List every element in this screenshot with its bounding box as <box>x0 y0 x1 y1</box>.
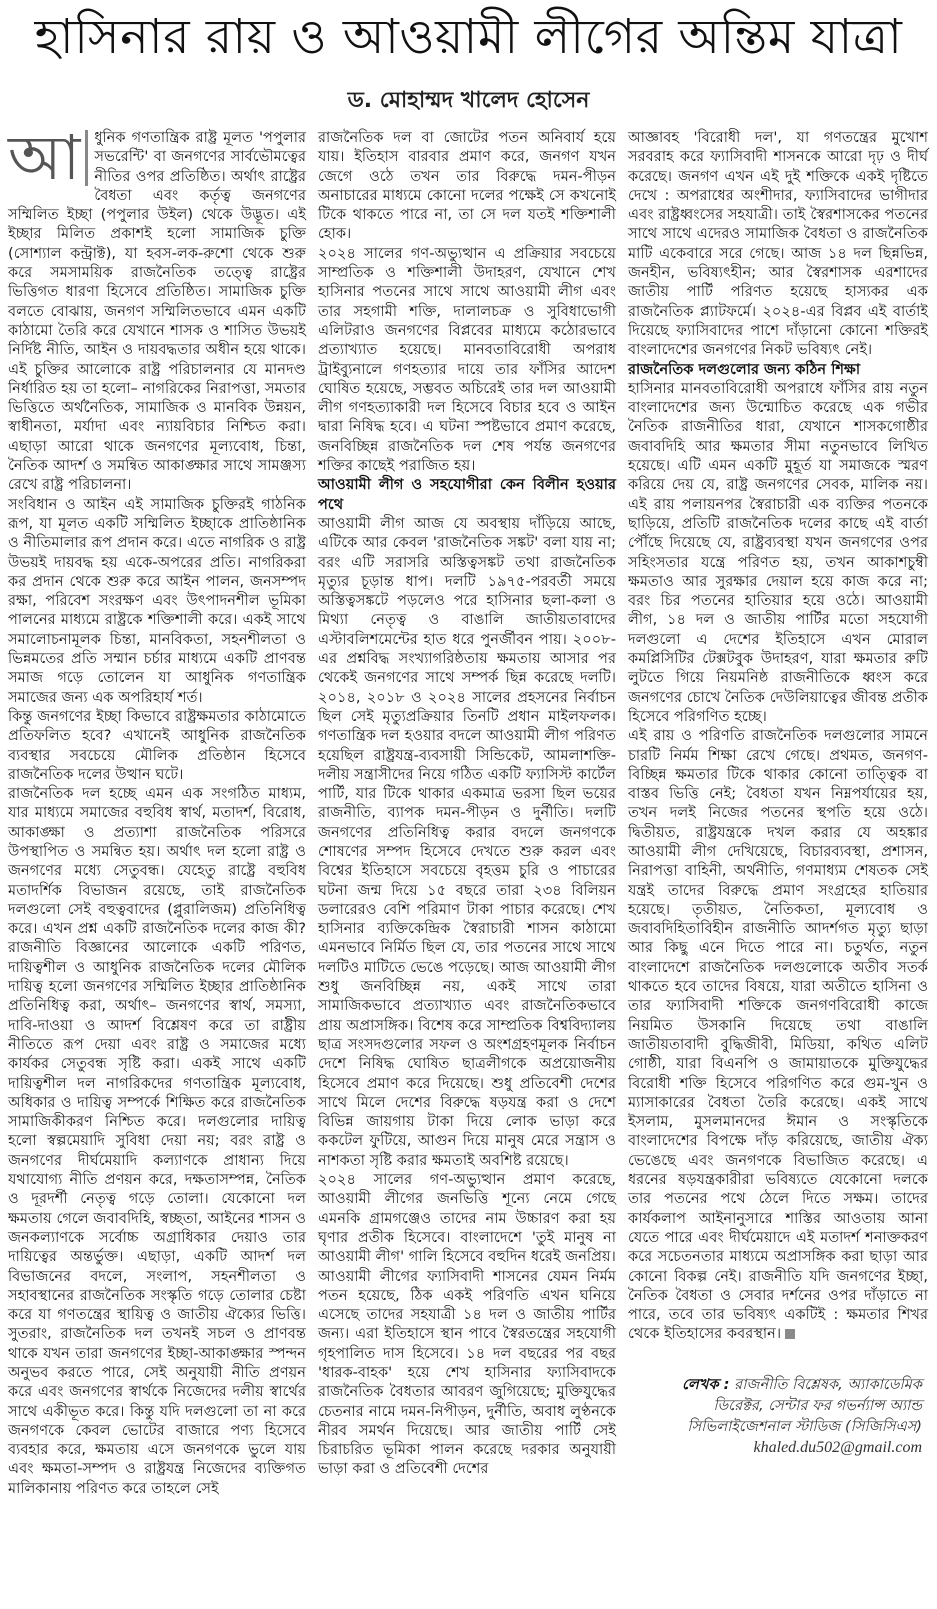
end-mark-icon <box>785 1329 795 1339</box>
paragraph: আওয়ামী লীগের ফ্যাসিবাদী শাসনের যেমন নির্মম পতন হয়েছে, ঠিক একই পরিণতি এখন ঘনিয়ে এসেছে তাদের সহযাত্রী ১৪ দল ও জাতীয় পার্টির জন্য। এরা ইতিহাসে স্থান পাবে স্বৈরতন্ত্রের সহযোগী গৃহপালিত দাস হিসেবে। ১৪ দল বছরের পর বছর 'ধারক-বাহক' হয়ে শেখ হাসিনার ফ্যাসিবাদকে রাজনৈতিক বৈধতার আবরণ জুগিয়েছে; মুক্তিযুদ্ধের চেতনার নামে দমন-নিপীড়ন, দুর্নীতি, অবাধ লুণ্ঠনকে নীরব সমর্থন দিয়েছে। আর জাতীয় পার্টি সেই চিরাচরিত ভূমিকা পালন করেছে দরকার অনুযায়ী ভাড়া করা ও প্রতিবেশী দেশের <box>318 1267 616 1478</box>
paragraph: ধুনিক গণতান্ত্রিক রাষ্ট্র মূলত 'পপুলার সভরেন্টি' বা জনগণের সার্বভৌমত্বের নীতির ওপর প্রতিষ্ঠিত। অর্থাৎ রাষ্ট্রের বৈধতা এবং কর্তৃত্ব জনগণের সম্মিলিত ইচ্ছা (পপুলার উইল) থেকে উদ্ভূত। এই ইচ্ছার মিলিত প্রকাশই হলো সামাজিক চুক্তি (সোশ্যাল কন্ট্রাক্ট), যা হবস-লক-রুশো থেকে শুরু করে সমসাময়িক রাজনৈতিক তত্ত্বে রাষ্ট্রের ভিত্তিগত ধারণা হিসেবে প্রতিষ্ঠিত। সামাজিক চুক্তি বলতে বোঝায়, জনগণ সম্মিলিতভাবে এমন একটি কাঠামো তৈরি করে যেখানে শাসক ও শাসিত উভয়ই নির্দিষ্ট নীতি, আইন ও দায়বদ্ধতার অধীন হয়ে থাকে। এই চুক্তির আলোকে রাষ্ট্র পরিচালনার যে মানদণ্ড নির্ধারিত হয় তা হলো– নাগরিকের নিরাপত্তা, সমতার ভিত্তিতে অর্থনৈতিক, সামাজিক ও মানবিক উন্নয়ন, স্বাধীনতা, মর্যাদা এবং ন্যায়বিচার নিশ্চিত করা। এছাড়া আরো থাকে জনগণের মূল্যবোধ, চিন্তা, নৈতিক আদর্শ ও সমন্বিত আকাঙ্ক্ষার সাথে সামঞ্জস্য রেখে রাষ্ট্র পরিচালনা। <box>8 129 306 494</box>
paragraph: রাজনৈতিক দল বা জোটের পতন অনিবার্য হয়ে যায়। ইতিহাস বারবার প্রমাণ করে, জনগণ যখন জেগে ওঠে তখন তার বিরুদ্ধে দমন-পীড়ন অনাচারের মাধ্যমে কোনো দলের পক্ষেই সে কখনোই টিকে থাকতে পারে না, তা সে দল যতই শক্তিশালী হোক। <box>318 129 616 243</box>
section-subheading: আওয়ামী লীগ ও সহযোগীরা কেন বিলীন হওয়ার পথে <box>318 476 616 513</box>
headline: হাসিনার রায় ও আওয়ামী লীগের অন্তিম যাত্রা <box>34 9 903 65</box>
paragraph: ২০২৪ সালের গণ-অভ্যুত্থান প্রমাণ করেছে, আওয়ামী লীগের জনভিত্তি শূন্যে নেমে গেছে এমনকি গ্রামগঞ্জেও তাদের নাম উচ্চারণ করা হয় ঘৃণার প্রতীক হিসেবে। বাংলাদেশে 'তুই মানুষ না আওয়ামী লীগ' গালি হিসেবে বহুদিন ধরেই জনপ্রিয়। <box>318 1171 616 1266</box>
paragraph: আওয়ামী লীগ আজ যে অবস্থায় দাঁড়িয়ে আছে, এটিকে আর কেবল 'রাজনৈতিক সঙ্কট' বলা যায় না; বরং এটি সরাসরি অস্তিত্বসঙ্কট তথা রাজনৈতিক মৃত্যুর চূড়ান্ত ধাপ। দলটি ১৯৭৫-পরবর্তী সময়ে অস্তিত্বসঙ্কটে পড়লেও পরে হাসিনার ছলা-কলা ও মিথ্যা নেতৃত্ব ও বাঙালি জাতীয়তাবাদের এস্টাবলিশমেন্টের হাত ধরে পুনর্জীবন পায়। ২০০৮-এর প্রশ্নবিদ্ধ সংখ্যাগরিষ্ঠতায় ক্ষমতায় আসার পর থেকেই জনগণের সাথে সম্পর্ক ছিন্ন করেছে দলটি। ২০১৪, ২০১৮ ও ২০২৪ সালের প্রহসনের নির্বাচন ছিল সেই মৃত্যুপ্রক্রিয়ার তিনটি প্রধান মাইলফলক। গণতান্ত্রিক দল হওয়ার বদলে আওয়ামী লীগ পরিণত হয়েছিল রাষ্ট্রযন্ত্র-ব্যবসায়ী সিন্ডিকেট, আমলাশক্তি-দলীয় সন্ত্রাসীদের নিয়ে গঠিত একটি ফ্যাসিস্ট কার্টেল পার্টি, যার টিকে থাকার একমাত্র ভরসা ছিল ভয়ের রাজনীতি, ব্যাপক দমন-পীড়ন ও দুর্নীতি। দলটি জনগণের প্রতিনিধিত্ব করার বদলে জনগণকে শোষণের সম্পদ হিসেবে দেখতে শুরু করল এবং বিশ্বের ইতিহাসে সবচেয়ে বৃহত্তম চুরি ও পাচারের ঘটনা জন্ম দিয়ে ১৫ বছরে তারা ২৩৪ বিলিয়ন ডলারেরও বেশি পরিমাণ টাকা পাচার করেছে। শেখ হাসিনার ব্যক্তিকেন্দ্রিক স্বৈরাচারী শাসন কাঠামো এমনভাবে নির্মিত ছিল যে, তার পতনের সাথে সাথে দলটিও মাটিতে ভেঙে পড়েছে। আজ আওয়ামী লীগ শুধু জনবিচ্ছিন্ন নয়, একই সাথে তারা সামাজিকভাবে প্রত্যাখ্যাত এবং রাজনৈতিকভাবে প্রায় অপ্রাসঙ্গিক। বিশেষ করে সাম্প্রতিক বিশ্ববিদ্যালয় ছাত্র সংসদগুলোর সফল ও অংশগ্রহণমূলক নির্বাচন দেশে নিষিদ্ধ ঘোষিত ছাত্রলীগকে অপ্রয়োজনীয় হিসেবে প্রমাণ করে দিয়েছে। শুধু প্রতিবেশী দেশের সাথে মিলে দেশের বিরুদ্ধে ষড়যন্ত্র করা ও দেশে বিভিন্ন জায়গায় টাকা দিয়ে লোক ভাড়া করে ককটেল ফুটিয়ে, আগুন দিয়ে মানুষ মেরে সন্ত্রাস ও নাশকতা সৃষ্টি করার ক্ষমতাই অবশিষ্ট রয়েছে। <box>318 514 616 1169</box>
column-2 <box>318 128 616 1498</box>
drop-cap: আ <box>8 130 88 186</box>
author-byline <box>628 1374 928 1458</box>
paragraph-text: এই রায় ও পরিণতি রাজনৈতিক দলগুলোর সামনে চারটি নির্মম শিক্ষা রেখে গেছে। প্রথমত, জনগণ-বিচ্ছিন্ন ক্ষমতার টিকে থাকার কোনো তাত্ত্বিক বা বাস্তব ভিত্তি নেই; বৈধতা যখন নিম্নপর্যায়ের হয়, তখন দলই নিজের পতনের স্থপতি হয়ে ওঠে। দ্বিতীয়ত, রাষ্ট্রযন্ত্রকে দখল করার যে অহঙ্কার আওয়ামী লীগ দেখিয়েছে, বিচারব্যবস্থা, প্রশাসন, নিরাপত্তা বাহিনী, অর্থনীতি, গণমাধ্যম শেষতক সেই যন্ত্রই তাদের বিরুদ্ধে প্রমাণ সংগ্রহের হাতিয়ার হয়েছে। তৃতীয়ত, নৈতিকতা, মূল্যবোধ ও জবাবদিহিতাবিহীন রাজনীতি আদর্শগত মৃত্যু ছাড়া আর কিছু এনে দিতে পারে না। চতুর্থত, নতুন বাংলাদেশে রাজনৈতিক দলগুলোকে অতীব সতর্ক থাকতে হবে তাদের বিষয়ে, যারা অতীতে হাসিনা ও তার ফ্যাসিবাদী শক্তিকে জনগণবিরোধী কাজে নিয়মিত উসকানি দিয়েছে তথা বাঙালি জাতীয়তাবাদী বুদ্ধিজীবী, মিডিয়া, কথিত এলিট গোষ্ঠী, যারা বিএনপি ও জামায়াতকে মুক্তিযুদ্ধের বিরোধী শক্তি হিসেবে পরিগণিত করে গুম-খুন ও ম্যাসাকারের বৈধতা তৈরি করেছে। একই সাথে ইসলাম, মুসলমানদের ঈমান ও সংস্কৃতিকে বাংলাদেশের বিপক্ষে দাঁড় করিয়েছে, জাতীয় ঐক্য ভেঙেছে এবং জনগণকে বিভাজিত করেছে। এ ধরনের ষড়যন্ত্রকারীরা ভবিষ্যতে যেকোনো দলকে তার পতনের পথে ঠেলে দিতে সক্ষম। তাদের কার্যকলাপ আইনানুসারে শাস্তির আওতায় আনা যেতে পারে এবং দীর্ঘমেয়াদে এই মতাদর্শ শনাক্তকরণ করে সচেতনতার মাধ্যমে অপ্রাসঙ্গিক করা ছাড়া আর কোনো বিকল্প নেই। রাজনীতি যদি জনগণের ইচ্ছা, নৈতিক বৈধতা ও সেবার দর্শনের ওপর দাঁড়াতে না পারে, তবে তার ভবিষ্যৎ একটিই : ক্ষমতার শিখর থেকে ইতিহাসের কবরস্থান। <box>628 727 928 1343</box>
section-subheading: রাজনৈতিক দলগুলোর জন্য কঠিন শিক্ষা <box>628 360 861 378</box>
column-1 <box>8 121 306 1498</box>
paragraph: রাজনৈতিক দল হচ্ছে এমন এক সংগঠিত মাধ্যম, যার মাধ্যমে সমাজের বহুবিধ স্বার্থ, মতাদর্শ, বিরোধ, আকাঙ্ক্ষা ও প্রত্যাশা রাজনৈতিক পরিসরে উপস্থাপিত ও সমন্বিত হয়। অর্থাৎ দল হলো রাষ্ট্র ও জনগণের মধ্যে সেতুবন্ধ। যেহেতু রাষ্ট্রে বহুবিধ মতাদর্শিক বিভাজন রয়েছে, তাই রাজনৈতিক দলগুলো সেই বহুত্ববাদের (প্লুরালিজম) প্রতিনিধিত্ব করে। এখন প্রশ্ন একটি রাজনৈতিক দলের কাজ কী? রাজনীতি বিজ্ঞানের আলোকে একটি পরিণত, দায়িত্বশীল ও আধুনিক রাজনৈতিক দলের মৌলিক দায়িত্ব হলো জনগণের সম্মিলিত ইচ্ছার প্রাতিষ্ঠানিক প্রতিনিধিত্ব করা, অর্থাৎ– জনগণের স্বার্থ, সমস্যা, দাবি-দাওয়া ও আদর্শ বিশ্লেষণ করে তা রাষ্ট্রীয় নীতিতে রূপ দেয়া এবং রাষ্ট্র ও সমাজের মধ্যে কার্যকর সেতুবন্ধ সৃষ্টি করা। একই সাথে একটি দায়িত্বশীল দল নাগরিকদের গণতান্ত্রিক মূল্যবোধ, অধিকার ও দায়িত্ব সম্পর্কে শিক্ষিত করে রাজনৈতিক সামাজিকীকরণ নিশ্চিত করে। দলগুলোর দায়িত্ব হলো স্বল্পমেয়াদি সুবিধা দেয়া নয়; বরং রাষ্ট্র ও জনগণের দীর্ঘমেয়াদি কল্যাণকে প্রাধান্য দিয়ে যথাযোগ্য নীতি প্রণয়ন করে, দক্ষতাসম্পন্ন, নৈতিক ও দূরদর্শী নেতৃত্ব গড়ে তোলা। যেকোনো দল ক্ষমতায় গেলে জবাবদিহি, স্বচ্ছতা, আইনের শাসন ও জনকল্যাণকে সর্বোচ্চ অগ্রাধিকার দেয়াও তার দায়িত্বের অন্তর্ভুক্ত। এছাড়া, একটি আদর্শ দল বিভাজনের বদলে, সংলাপ, সহনশীলতা ও সহাবস্থানের রাজনৈতিক সংস্কৃতি গড়ে তোলার চেষ্টা করে যা গণতন্ত্রের স্থায়িত্ব ও জাতীয় ঐক্যের ভিত্তি। সুতরাং, রাজনৈতিক দল তখনই সচল ও প্রাণবন্ত থাকে যখন তারা জনগণের ইচ্ছা-আকাঙ্ক্ষার স্পন্দন অনুভব করতে পারে, সেই অনুযায়ী নীতি প্রণয়ন করে এবং জনগণের স্বার্থকে নিজেদের দলীয় স্বার্থের সাথে একীভূত করে। কিন্তু যদি দলগুলো তা না করে জনগণকে কেবল ভোটের বাজারে পণ্য হিসেবে ব্যবহার করে, ক্ষমতায় এসে জনগণকে ভুলে যায় এবং ক্ষমতা-সম্পদ ও রাষ্ট্রযন্ত্র নিজেদের ব্যক্তিগত মালিকানায় পরিণত করে তাহলে সেই <box>8 785 306 1497</box>
paragraph <box>628 726 928 1344</box>
paragraph: হাসিনার মানবতাবিরোধী অপরাধে ফাঁসির রায় নতুন বাংলাদেশের জন্য উন্মোচিত করেছে এক গভীর নৈতিক রাজনীতির ধারা, যেখানে শাসকগোষ্ঠীর জবাবদিহি আর ক্ষমতার সীমা নতুনভাবে লিখিত হয়েছে। এটি এমন একটি মুহূর্ত যা সমাজকে স্মরণ করিয়ে দেয় যে, রাষ্ট্র জনগণের সেবক, মালিক নয়। এই রায় পলায়নপর স্বৈরাচারী এক ব্যক্তির পতনকে ছাড়িয়ে, প্রতিটি রাজনৈতিক দলের কাছে এই বার্তা পৌঁছে দিয়েছে যে, রাষ্ট্রব্যবস্থা যখন জনগণের ওপর সহিংসতার যন্ত্রে পরিণত হয়, তখন আকাশচুম্বী ক্ষমতাও আর সুরক্ষার দেয়াল হয়ে কাজ করে না; বরং চির পতনের হাতিয়ার হয়ে ওঠে। আওয়ামী লীগ, ১৪ দল ও জাতীয় পার্টির মতো সহযোগী দলগুলো এ দেশের ইতিহাসে এখন মোরাল কমপ্লিসিটির টেক্সটবুক উদাহরণ, যারা ক্ষমতার রুটি লুটতে গিয়ে নিয়মনিষ্ঠ রাজনীতিকে ধ্বংস করে জনগণের চোখে নৈতিক দেউলিয়াত্বের জীবন্ত প্রতীক হিসেবে পরিগণিত হচ্ছে। <box>628 379 928 725</box>
paragraph: আজ্ঞাবহ 'বিরোধী দল', যা গণতন্ত্রের মুখোশ সরবরাহ করে ফ্যাসিবাদী শাসনকে আরো দৃঢ় ও দীর্ঘ করেছে। জনগণ এখন এই দুই শক্তিকে একই দৃষ্টিতে দেখে : অপরাধের অংশীদার, ফ্যাসিবাদের ভাগীদার এবং রাষ্ট্রধ্বংসের সহযাত্রী। তাই স্বৈরশাসকের পতনের সাথে সাথে এদেরও সামাজিক বৈধতা ও রাজনৈতিক মাটি একেবারে সরে গেছে। আজ ১৪ দল ছিন্নভিন্ন, জনহীন, ভবিষ্যৎহীন; আর স্বৈরশাসক এরশাদের জাতীয় পার্টি পরিণত হয়েছে হাস্যকর এক রাজনৈতিক প্ল্যাটফর্মে। ২০২৪-এর বিপ্লব এই বার্তাই দিয়েছে ফ্যাসিবাদের পাশে দাঁড়ানো কোনো শক্তিরই বাংলাদেশের জনগণের নিকট ভবিষ্যৎ নেই। <box>628 129 928 359</box>
article-body <box>8 121 928 1498</box>
paragraph: কিন্তু জনগণের ইচ্ছা কিভাবে রাষ্ট্রক্ষমতার কাঠামোতে প্রতিফলিত হবে? এখানেই আধুনিক রাজনৈতিক ব্যবস্থার সবচেয়ে মৌলিক প্রতিষ্ঠান হিসেবে রাজনৈতিক দলের উত্থান ঘটে। <box>8 707 306 783</box>
column-3 <box>628 128 928 1498</box>
paragraph: সংবিধান ও আইন এই সামাজিক চুক্তিরই গাঠনিক রূপ, যা মূলত একটি সম্মিলিত ইচ্ছাকে প্রাতিষ্ঠানিক ও নীতিমালার রূপ প্রদান করে। এতে নাগরিক ও রাষ্ট্র উভয়ই দায়বদ্ধ হয় একে-অপরের প্রতি। নাগরিকরা কর প্রদান থেকে শুরু করে আইন পালন, জনসম্পদ রক্ষা, পরিবেশ সংরক্ষণ এবং উৎপাদনশীল ভূমিকা পালনের মাধ্যমে রাষ্ট্রকে শক্তিশালী করে। একই সাথে সমালোচনামূলক চিন্তা, মানবিকতা, সহনশীলতা ও ভিন্নমতের প্রতি সম্মান চর্চার মাধ্যমে একটি প্রাণবন্ত সমাজ গড়ে তোলেন যা আধুনিক গণতান্ত্রিক সমাজের জন্য এক অপরিহার্য শর্ত। <box>8 495 306 706</box>
paragraph: ২০২৪ সালের গণ-অভ্যুত্থান এ প্রক্রিয়ার সবচেয়ে সাম্প্রতিক ও শক্তিশালী উদাহরণ, যেখানে শেখ হাসিনার পতনের সাথে সাথে আওয়ামী লীগ এবং তার সহগামী শক্তি, দালালচক্র ও সুবিধাভোগী এলিটরাও জনগণের বিপ্লবের মাধ্যমে কঠোরভাবে প্রত্যাখ্যাত হয়েছে। মানবতাবিরোধী অপরাধ ট্রাইব্যুনালে গণহত্যার দায়ে তার ফাঁসির আদেশ ঘোষিত হয়েছে, সম্ভবত অচিরেই তার দল আওয়ামী লীগ গণহত্যাকারী দল হিসেবে বিচার হবে ও আইন দ্বারা নিষিদ্ধ হবে। এ ঘটনা স্পষ্টভাবে প্রমাণ করেছে, জনবিচ্ছিন্ন রাজনৈতিক দল শেষ পর্যন্ত জনগণের শক্তির কাছেই পরাজিত হয়। <box>318 244 616 475</box>
author-name: ড. মোহাম্মদ খালেদ হোসেন <box>347 88 590 113</box>
byline-label: লেখক : <box>682 1375 730 1393</box>
byline-text: রাজনীতি বিশ্লেষক, অ্যাকাডেমিক ডিরেক্টর, সেন্টার ফর গভর্ন্যান্স অ্যান্ড সিভিলাইজেশনাল স্টাডিজ (সিজিসিএস) <box>687 1375 922 1435</box>
author-email: khaled.du502@gmail.com <box>753 1438 922 1456</box>
